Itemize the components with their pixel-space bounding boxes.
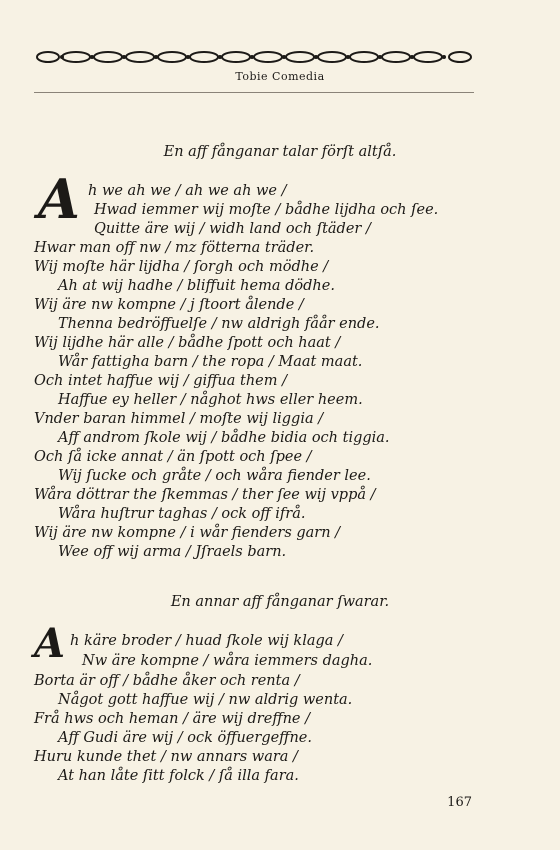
drop-cap: A	[38, 167, 80, 231]
verse-line: Och intet haffue wij / giffua them /	[34, 373, 287, 389]
verse-line: Något gott haffue wij / nw aldrig wenta.	[58, 692, 353, 708]
verse-line: Wij ſucke och gråte / och wåra fiender lee.	[58, 468, 371, 484]
verse-line: Haffue ey heller / någhot hws eller heem.	[58, 392, 363, 408]
verse-line: Wij lijdhe här alle / bådhe ſpott och haat /	[34, 335, 341, 351]
verse-line: Quitte äre wij / widh land och ſtäder /	[94, 221, 371, 237]
verse-line: Vnder baran himmel / moſte wij liggia /	[34, 411, 324, 427]
verse-line: Wij äre nw kompne / j ſtoort ålende /	[34, 297, 304, 313]
section-heading: En annar aff fånganar ſwarar.	[170, 594, 390, 610]
verse-line: Wij äre nw kompne / i wår fienders garn /	[34, 525, 341, 541]
verse-line: Thenna bedröffuelſe / nw aldrigh fåår ende.	[58, 316, 380, 332]
verse-line: Ah at wij hadhe / bliffuit hema dödhe.	[58, 278, 335, 294]
verse-line: Wåra döttrar the ſkemmas / ther ſee wij vppå /	[34, 487, 376, 503]
verse-line: At han låte ſitt folck / ſå illa fara.	[58, 768, 299, 784]
verse-line: Nw äre kompne / wåra iemmers dagha.	[82, 653, 373, 669]
verse-line: Borta är off / bådhe åker och renta /	[34, 673, 300, 689]
running-title: Tobie Comedia	[235, 70, 325, 83]
verse-line: Hwar man off nw / mz fötterna träder.	[34, 240, 315, 256]
page-number: 167	[447, 795, 472, 810]
verse-line: Aff Gudi äre wij / ock öffuergeffne.	[58, 730, 312, 746]
verse-line: Och ſå icke annat / än ſpott och ſpee /	[34, 449, 312, 465]
verse-line: Hwad iemmer wij moſte / bådhe lijdha och ſee.	[94, 202, 439, 218]
header-rule	[34, 92, 474, 93]
verse-line: Wåra huſtrur taghas / ock off ifrå.	[58, 506, 306, 522]
verse-line: h käre broder / huad ſkole wij klaga /	[70, 633, 343, 649]
verse-line: Frå hws och heman / äre wij dreffne /	[34, 711, 311, 727]
drop-cap: A	[34, 620, 66, 667]
verse-line: Wij moſte här lijdha / ſorgh och mödhe /	[34, 259, 329, 275]
verse-line: Aff androm ſkole wij / bådhe bidia och tiggia.	[58, 430, 390, 446]
verse-line: Wee off wij arma / Jſraels barn.	[58, 544, 287, 560]
section-heading: En aff fånganar talar förſt altſå.	[163, 144, 397, 160]
decorative-ornament-band	[34, 50, 474, 64]
verse-line: h we ah we / ah we ah we /	[88, 183, 287, 199]
verse-line: Wår fattigha barn / the ropa / Maat maat.	[58, 354, 363, 370]
verse-line: Huru kunde thet / nw annars wara /	[34, 749, 298, 765]
